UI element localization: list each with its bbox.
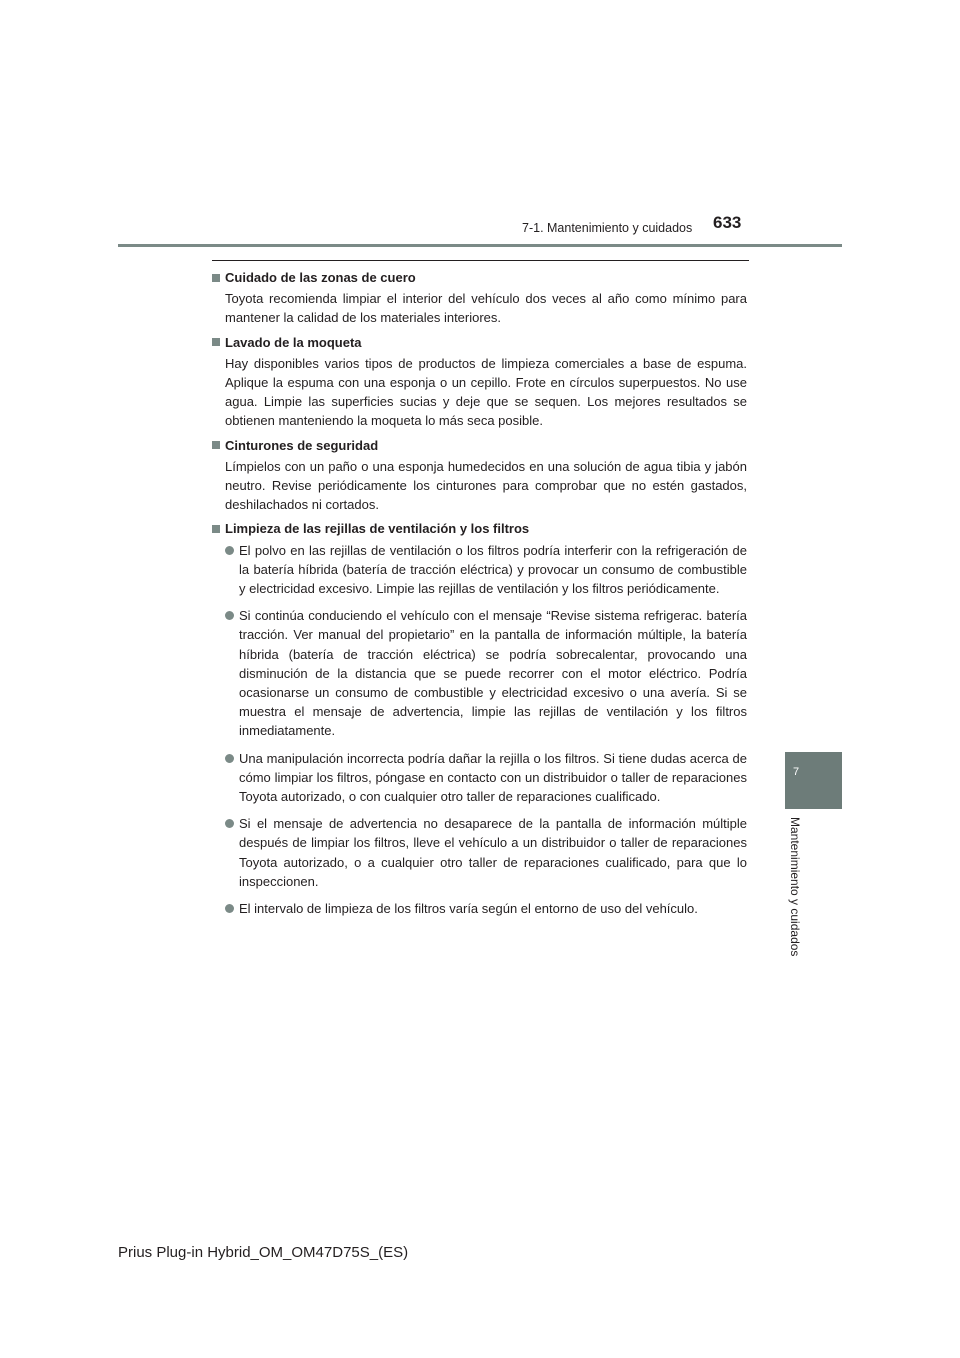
section-text: Hay disponibles varios tipos de productos de limpieza comerciales a base de espuma. Aplique la espuma con una esponja o un cepillo. Frote en círculos superpuestos. No use agua. Limpie las superficies sucias y deje que se sequen. Los mejores resultados se obtienen manteniendo la moqueta lo más seca posible. [225,355,747,429]
section-title: Cinturones de seguridad [225,437,379,453]
section-carpet-washing [212,333,747,431]
section-title: Limpieza de las rejillas de ventilación y los filtros [225,521,530,537]
round-bullet-icon [225,546,234,555]
section-heading [212,519,747,538]
page-number: 633 [713,213,742,232]
round-bullet-icon [225,904,234,913]
section-heading [212,333,747,352]
list-item [212,814,747,891]
list-item-text: Si continúa conduciendo el vehículo con el mensaje “Revise sistema refrigerac. batería tracción. Ver manual del propietario” en la pantalla de información múltiple, la batería híbrida (batería de tracción eléctrica) se podría sobrecalentar, provocando una disminución de la distancia que se puede recorrer con el motor eléctrico. Podría ocasionarse un consumo de combustible y electricidad excesivo o una avería. Si se muestra el mensaje de advertencia, limpie las rejillas de ventilación y los filtros inmediatamente. [239,608,747,739]
content-divider [212,260,749,261]
list-item-text: Una manipulación incorrecta podría dañar la rejilla o los filtros. Si tiene dudas acerca de cómo limpiar los filtros, póngase en contacto con un distribuidor o taller de reparaciones Toyota autorizado, o con cualquier otro taller de reparaciones cualificado. [239,750,747,805]
square-bullet-icon [212,274,220,282]
chapter-label: Mantenimiento y cuidados [788,817,802,957]
square-bullet-icon [212,525,220,533]
section-vents-filters [212,519,747,918]
section-heading [212,268,747,287]
section-seat-belts [212,436,747,515]
square-bullet-icon [212,441,220,449]
round-bullet-icon [225,819,234,828]
round-bullet-icon [225,611,234,620]
section-title: Lavado de la moqueta [225,334,362,350]
header-divider [118,244,842,247]
footer-doc-id: Prius Plug-in Hybrid_OM_OM47D75S_(ES) [118,1244,409,1261]
page-content [212,268,747,926]
square-bullet-icon [212,338,220,346]
list-item [212,606,747,740]
list-item [212,749,747,807]
list-item [212,541,747,599]
list-item-text: El intervalo de limpieza de los filtros varía según el entorno de uso del vehículo. [239,901,698,917]
list-item-text: Si el mensaje de advertencia no desaparece de la pantalla de información múltiple después de limpiar los filtros, lleve el vehículo a un distribuidor o taller de reparaciones Toyota autorizado, o a cualquier otro taller de reparaciones cualificado, para que lo inspeccionen. [239,816,747,889]
section-text: Límpielos con un paño o una esponja humedecidos en una solución de agua tibia y jabón neutro. Revise periódicamente los cinturones para comprobar que no estén gastados, deshilachados ni cortados. [225,458,747,513]
chapter-tab [785,752,842,809]
section-text: Toyota recomienda limpiar el interior del vehículo dos veces al año como mínimo para mantener la calidad de los materiales interiores. [225,291,747,326]
list-item [212,899,747,918]
section-title: Cuidado de las zonas de cuero [225,270,416,285]
list-item-text: El polvo en las rejillas de ventilación o los filtros podría interferir con la refrigeración de la batería híbrida (batería de tracción eléctrica) y provocar un consumo de combustible y electricidad excesivo. Limpie las rejillas de ventilación y los filtros periódicamente. [239,542,747,597]
chapter-number: 7 [793,766,800,778]
header-section-title: 7-1. Mantenimiento y cuidados [522,221,693,235]
section-leather-care [212,268,747,328]
section-heading [212,436,747,455]
round-bullet-icon [225,754,234,763]
